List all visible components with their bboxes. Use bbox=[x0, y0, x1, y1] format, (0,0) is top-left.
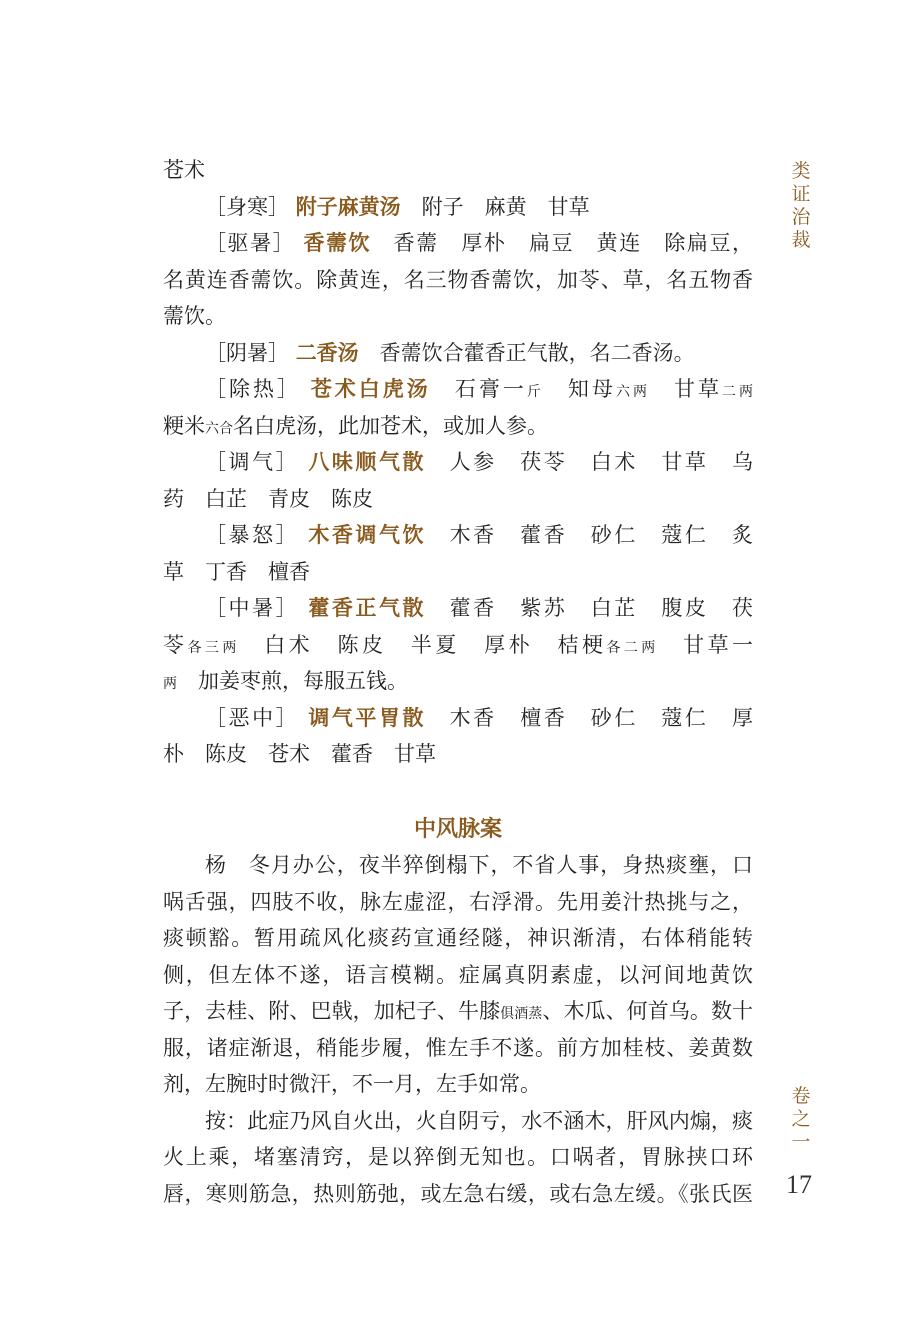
text-line bbox=[163, 663, 753, 700]
formula-name: 藿香正气散 bbox=[308, 595, 427, 620]
text-run: 白术 陈皮 半夏 厚朴 桔梗 bbox=[239, 632, 607, 657]
main-text bbox=[163, 152, 753, 1212]
running-footer-volume bbox=[788, 1085, 814, 1154]
text-run: ［中暑］ bbox=[205, 596, 309, 620]
dosage-note: 二两 bbox=[722, 384, 754, 400]
text-run: 药 白芷 青皮 陈皮 bbox=[163, 486, 373, 511]
text-run: 薷饮。 bbox=[163, 304, 226, 328]
text-line bbox=[163, 408, 753, 445]
text-run: 人参 茯苓 白术 甘草 乌 bbox=[426, 450, 754, 474]
text-run: 藿香 紫苏 白芷 腹皮 茯 bbox=[426, 596, 754, 620]
text-run: 名白虎汤，此加苍术，或加人参。 bbox=[233, 413, 548, 438]
dosage-note: 两 bbox=[163, 676, 177, 692]
dosage-note: 俱酒蒸 bbox=[500, 1006, 543, 1022]
text-line bbox=[163, 993, 753, 1030]
text-run: 加姜枣煎，每服五钱。 bbox=[177, 669, 408, 693]
text-line bbox=[163, 1066, 753, 1103]
text-line bbox=[163, 847, 753, 884]
text-run: 服，诸症渐退，稍能步履，惟左手不遂。前方加桂枝、姜黄数 bbox=[163, 1035, 753, 1060]
text-line bbox=[163, 152, 753, 189]
text-run: 甘草 bbox=[649, 377, 723, 401]
side-header-char: 类 bbox=[791, 160, 811, 182]
text-run: 唇，寒则筋急，热则筋弛，或左急右缓，或右急左缓。《张氏医 bbox=[163, 1181, 753, 1206]
text-run: ［暴怒］ bbox=[205, 523, 309, 547]
text-line bbox=[163, 736, 753, 773]
text-run: 草 丁香 檀香 bbox=[163, 559, 310, 584]
formula-name: 附子麻黄汤 bbox=[295, 193, 401, 219]
text-run: 、木瓜、何首乌。数十 bbox=[542, 999, 754, 1023]
text-line bbox=[163, 335, 753, 372]
text-line bbox=[163, 225, 753, 262]
formula-name: 八味顺气散 bbox=[308, 449, 427, 474]
dosage-note: 各三两 bbox=[187, 639, 240, 656]
text-run: 知母 bbox=[543, 377, 616, 401]
text-line bbox=[163, 700, 753, 737]
text-run: 苓 bbox=[163, 632, 188, 657]
formula-name: 苍术白虎汤 bbox=[310, 376, 431, 401]
side-footer-char: 一 bbox=[791, 1131, 811, 1153]
text-run: 苍术 bbox=[163, 158, 205, 182]
text-run: 按：此症乃风自火出，火自阴亏，水不涵木，肝风内煽，痰 bbox=[205, 1108, 753, 1133]
text-run: 痰顿豁。暂用疏风化痰药宣通经隧，神识渐清，右体稍能转 bbox=[163, 926, 753, 950]
text-line bbox=[163, 189, 753, 226]
text-run: 杨 冬月办公，夜半猝倒榻下，不省人事，身热痰壅，口 bbox=[205, 853, 753, 877]
text-line bbox=[163, 371, 753, 408]
text-run: 甘草一 bbox=[658, 632, 754, 657]
text-line bbox=[163, 1030, 753, 1067]
side-header-char: 治 bbox=[791, 206, 811, 228]
text-run: 香薷饮合藿香正气散，名二香汤。 bbox=[358, 340, 695, 365]
text-run: ［恶中］ bbox=[205, 705, 309, 730]
text-run: 香薷 厚朴 扁豆 黄连 除扁豆， bbox=[371, 231, 753, 255]
formula-list bbox=[163, 152, 753, 773]
text-line bbox=[163, 444, 753, 481]
case-record bbox=[163, 847, 753, 1212]
formula-name: 木香调气饮 bbox=[308, 522, 427, 547]
text-run: 剂，左腕时时微汗，不一月，左手如常。 bbox=[163, 1072, 541, 1096]
text-run: 粳米 bbox=[163, 413, 205, 438]
dosage-note: 斤 bbox=[526, 384, 544, 400]
text-run: 木香 藿香 砂仁 蔻仁 炙 bbox=[426, 523, 754, 547]
text-line bbox=[163, 481, 753, 518]
text-run: 子，去桂、附、巴戟，加杞子、牛膝 bbox=[163, 999, 501, 1023]
text-line bbox=[163, 262, 753, 299]
text-run: 附子 麻黄 甘草 bbox=[400, 194, 590, 219]
side-header-char: 裁 bbox=[791, 229, 811, 251]
formula-name: 调气平胃散 bbox=[308, 704, 427, 730]
text-line bbox=[163, 957, 753, 994]
text-run: ［阴暑］ bbox=[205, 340, 296, 365]
text-run: 木香 檀香 砂仁 蔻仁 厚 bbox=[426, 705, 754, 730]
text-line bbox=[163, 1139, 753, 1176]
formula-name: 香薷饮 bbox=[303, 230, 372, 255]
text-line bbox=[163, 590, 753, 627]
text-line bbox=[163, 884, 753, 921]
text-line bbox=[163, 627, 753, 664]
text-run: ［驱暑］ bbox=[205, 231, 304, 255]
side-footer-char: 卷 bbox=[791, 1085, 811, 1107]
side-header-char: 证 bbox=[791, 183, 811, 205]
text-run: ［身寒］ bbox=[205, 194, 296, 219]
text-run: ［调气］ bbox=[205, 450, 309, 474]
dosage-note: 六两 bbox=[615, 384, 650, 400]
formula-name: 二香汤 bbox=[295, 339, 359, 365]
dosage-note: 六合 bbox=[205, 420, 233, 437]
text-line bbox=[163, 554, 753, 591]
running-header-book-title bbox=[788, 160, 814, 252]
text-run: 侧，但左体不遂，语言模糊。症属真阴素虚，以河间地黄饮 bbox=[163, 962, 753, 987]
page-number: 17 bbox=[786, 1170, 812, 1199]
text-line bbox=[163, 1103, 753, 1140]
text-line bbox=[163, 298, 753, 335]
text-run: 名黄连香薷饮。除黄连，名三物香薷饮，加苓、草，名五物香 bbox=[163, 267, 753, 292]
text-run: 石膏一 bbox=[430, 377, 527, 401]
text-run: 㖞舌强，四肢不收，脉左虚涩，右浮滑。先用姜汁热挑与之， bbox=[163, 889, 753, 914]
text-line bbox=[163, 920, 753, 957]
dosage-note: 各二两 bbox=[606, 639, 659, 656]
section-title: 中风脉案 bbox=[413, 815, 502, 842]
text-run: 火上乘，堵塞清窍，是以猝倒无知也。口㖞者，胃脉挟口环 bbox=[163, 1145, 753, 1169]
text-line bbox=[163, 517, 753, 554]
text-run: 朴 陈皮 苍术 藿香 甘草 bbox=[163, 742, 436, 766]
text-line bbox=[163, 1176, 753, 1213]
text-run: ［除热］ bbox=[205, 377, 311, 401]
side-footer-char: 之 bbox=[791, 1108, 811, 1130]
